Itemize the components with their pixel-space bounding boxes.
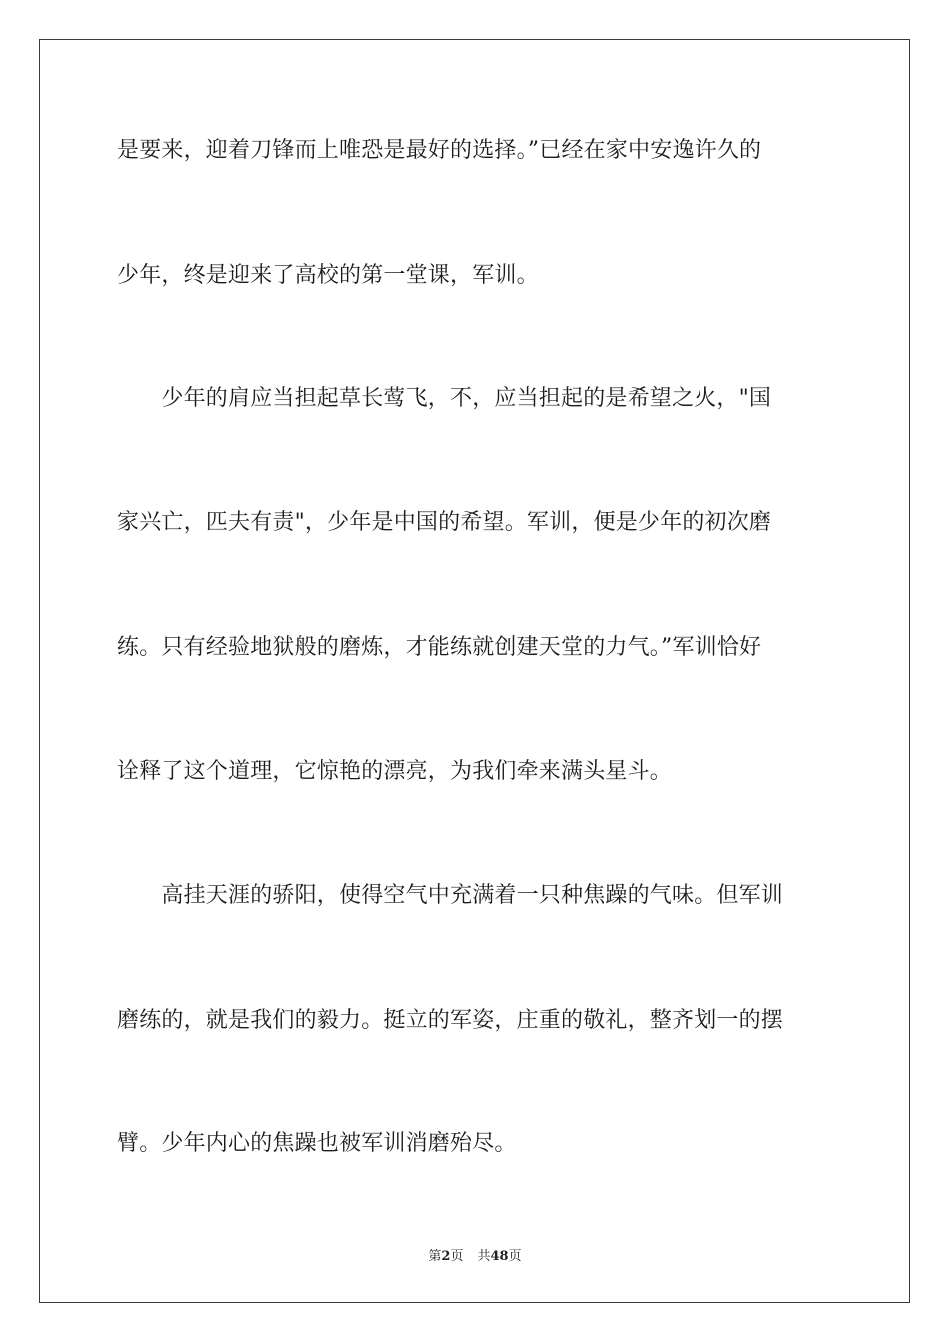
text-line-5: 练。只有经验地狱般的磨炼，才能练就创建天堂的力气。”军训恰好 <box>117 635 762 660</box>
text-line-6: 诠释了这个道理，它惊艳的漂亮，为我们牵来满头星斗。 <box>117 759 673 784</box>
text-line-7: 高挂天涯的骄阳，使得空气中充满着一只种焦躁的气味。但军训 <box>117 883 784 908</box>
page-suffix: 页 <box>450 1249 464 1264</box>
total-prefix: 共 <box>477 1249 491 1264</box>
text-line-4: 家兴亡，匹夫有责"，少年是中国的希望。军训，便是少年的初次磨 <box>117 510 772 535</box>
page-border <box>39 39 910 1303</box>
text-line-2: 少年，终是迎来了高校的第一堂课，军训。 <box>117 263 539 288</box>
page-number: 2 <box>441 1249 451 1264</box>
page-footer <box>0 1248 950 1266</box>
text-line-1: 是要来，迎着刀锋而上唯恐是最好的选择。”已经在家中安逸许久的 <box>117 138 762 163</box>
page-prefix: 第 <box>428 1249 442 1264</box>
text-line-3: 少年的肩应当担起草长莺飞，不，应当担起的是希望之火，"国 <box>117 386 772 411</box>
total-suffix: 页 <box>508 1249 522 1264</box>
text-line-9: 臂。少年内心的焦躁也被军训消磨殆尽。 <box>117 1131 517 1156</box>
total-pages: 48 <box>490 1249 509 1264</box>
text-line-8: 磨练的，就是我们的毅力。挺立的军姿，庄重的敬礼，整齐划一的摆 <box>117 1008 784 1033</box>
